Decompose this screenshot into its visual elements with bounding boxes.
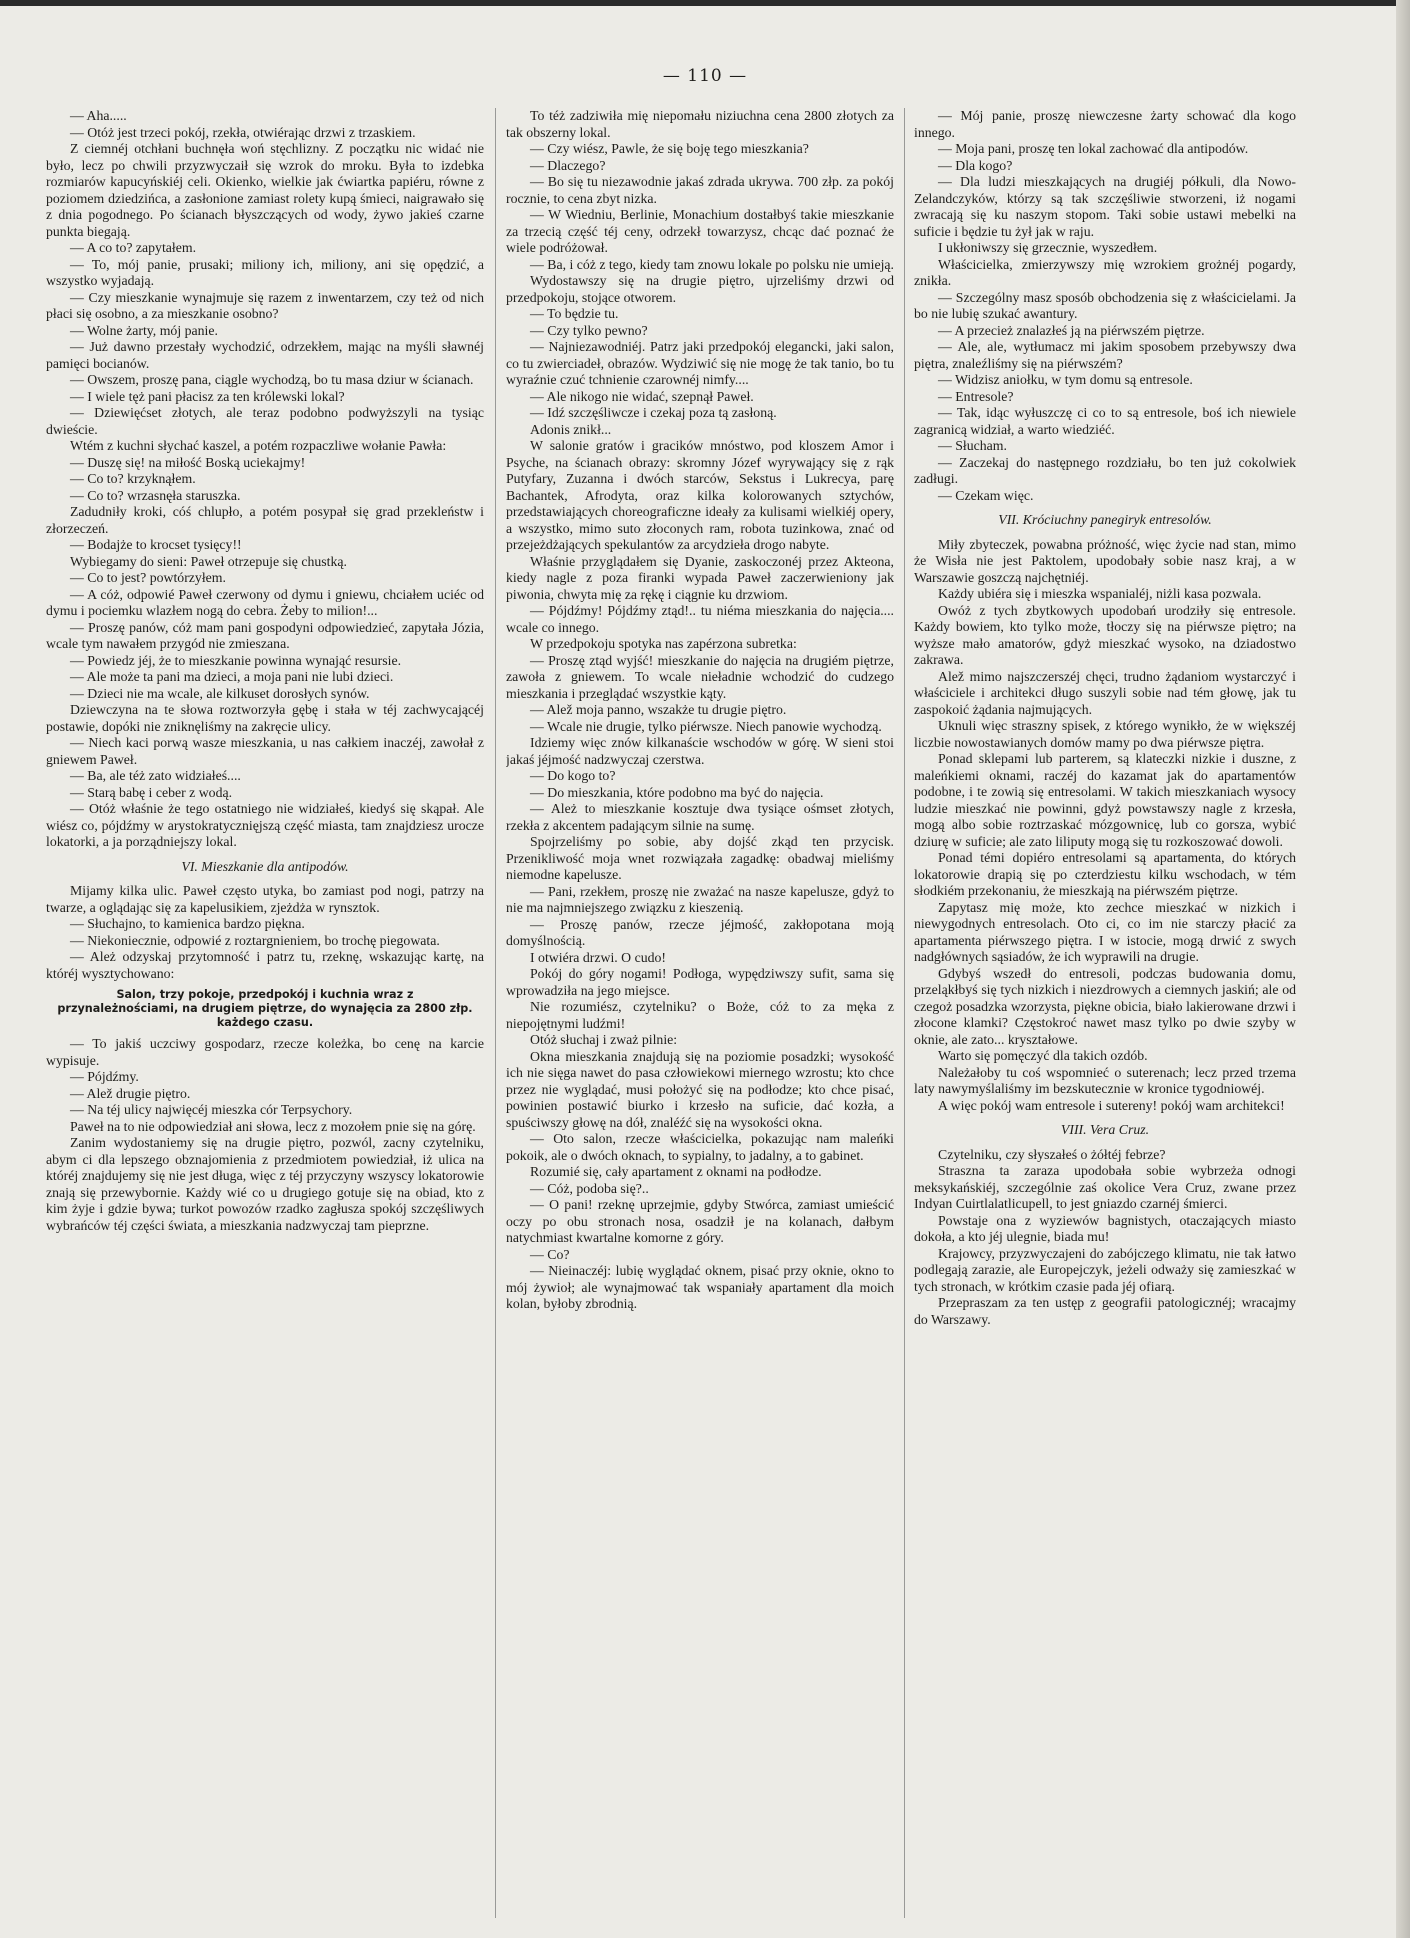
paragraph: — Szczególny masz sposób obchodzenia się z właścicielami. Ja bo nie lubię szukać awantury. (914, 289, 1296, 321)
paragraph: Wybiegamy do sieni: Paweł otrzepuje się chustką. (70, 553, 347, 569)
paragraph: Alež mimo najszczerszéj chęci, trudno żądaniom wystarczyć i właściciele i architekci długo suszyli sobie nad tém głowę, jak tu zaspokoić żądania najmujących. (914, 668, 1296, 717)
paragraph: — To, mój panie, prusaki; miliony ich, miliony, ani się opędzić, a wszystko wyjadają. (46, 256, 484, 288)
paragraph: — Wcale nie drugie, tylko piérwsze. Niech panowie wychodzą. (530, 718, 882, 734)
paragraph: Gdybyś wszedł do entresoli, podczas budowania domu, przeląkłbyś się tych nizkich i niezdrowych a ciemnych jaskiń; ale od czegoż posadzka wzorzysta, piękne obicia, biało lakierowane drzwi i złocone klamki? Częstokroć nawet masz tylko po dwie szyby w oknie, ale zato... kryształowe. (914, 965, 1296, 1047)
paragraph: Zadudniły kroki, cóś chlupło, a potém posypał się grad przekleństw i złorzeczeń. (46, 504, 484, 536)
column-divider (904, 108, 905, 1918)
paragraph: — Wolne żarty, mój panie. (70, 322, 218, 338)
paragraph: — Czy tylko pewno? (530, 322, 648, 338)
paragraph: Owóż z tych zbytkowych upodobań urodziły się entresole. Każdy bowiem, kto tylko może, tłoczy się na piérwsze piętro; na wyższe mało amatorów, gdyż mieszkać wysoko, na dziadostwo zakrawa. (914, 602, 1296, 667)
paragraph: — Moja pani, proszę ten lokal zachować dla antipodów. (938, 141, 1249, 156)
text-column-3 (914, 108, 1296, 1928)
paragraph: W przedpokoju spotyka nas zapérzona subretka: (530, 636, 797, 651)
paragraph: — Duszę się! na miłość Boską uciekajmy! (70, 454, 306, 470)
paragraph: — Otóż właśnie że tego ostatniego nie widziałeś, kiedyś się skąpał. Ale wiész co, pójdźmy w arystokratycznięjszą część miasta, tam znajdziesz urocze lokatorki, a ja porządniejszy lokal. (46, 801, 484, 849)
paragraph: — Aha..... (70, 108, 127, 123)
paragraph: Mijamy kilka ulic. Paweł często utyka, bo zamiast pod nogi, patrzy na twarze, a oglądając się za kapelusikiem, zjeżdża w rynsztok. (46, 883, 484, 915)
paragraph: Miły zbyteczek, powabna próżność, więc życie nad stan, mimo że Wisła nie jest Paktolem, upodobały sobie nasz kraj, a w Warszawie goszczą najchętniéj. (914, 536, 1296, 585)
paragraph: — Czy wiész, Pawle, że się boję tego mieszkania? (530, 141, 809, 156)
paragraph: — Ale może ta pani ma dzieci, a moja pani nie lubi dzieci. (70, 669, 394, 684)
paragraph: — Otóż jest trzeci pokój, rzekła, otwiérając drzwi z trzaskiem. (70, 124, 416, 140)
paragraph: — Pójdźmy! Pójdźmy ztąd!.. tu niéma mieszkania do najęcia.... wcale co innego. (506, 603, 894, 635)
paragraph: — Do mieszkania, które podobno ma być do najęcia. (530, 784, 824, 800)
paragraph: Każdy ubiéra się i mieszka wspanialéj, niżli kasa pozwala. (938, 586, 1262, 601)
page-number: — 110 — (662, 66, 748, 86)
paragraph: — Co to? wrzasnęła staruszka. (70, 487, 241, 503)
paragraph: Należałoby tu coś wspomnieć o suterenach; lecz przed trzema laty nawymyślaliśmy im bezskutecznie w kronice tygodniowéj. (914, 1064, 1296, 1096)
paragraph: — Najniezawodniéj. Patrz jaki przedpokój elegancki, jaki salon, co tu zwierciadeł, obrazów. Wydziwić się nie mogę że tak tanio, bo tu wyraźnie czuć tchnienie czarownéj nimfy.... (506, 339, 894, 387)
text-column-2 (506, 108, 894, 1928)
paragraph: Idziemy więc znów kilkanaście wschodów w górę. W sieni stoi jakaś jéjmość nadzwyczaj czerstwa. (506, 735, 894, 767)
paragraph: — Dziewięćset złotych, ale teraz podobno podwyższyli na tysiąc dwieście. (46, 405, 484, 437)
paragraph: Rozumié się, cały apartament z oknami na podłodze. (530, 1164, 822, 1179)
column-divider (495, 108, 496, 1918)
paragraph: — Ale, ale, wytłumacz mi jakim sposobem przebywszy dwa piętra, znaleźliśmy się na piérwszém? (914, 339, 1296, 371)
paragraph: — Pani, rzekłem, proszę nie zważać na nasze kapelusze, gdyż to nie ma najmniejszego związku z kieszenią. (506, 883, 894, 915)
paragraph: Powstaje ona z wyziewów bagnistych, otaczających miasto dokoła, a kto jéj ulegnie, biada mu! (914, 1212, 1296, 1244)
paragraph: Zanim wydostaniemy się na drugie piętro, pozwól, zacny czytelniku, abym ci dla lepszego obznajomienia z przedmiotem powiedział, iż ulica na któréj znajdujemy się nie jest długa, więc z téj przyczyny wszyscy lokatorowie znają się przewybornie. Każdy wié co u drugiego gotuje się na obiad, kto z kim żyje i gdzie bywa; turkot powozów rzadko zagłusza spokój szczęśliwych wybrańców téj części świata, a mieszkania nadzwyczaj tam pieprzne. (46, 1135, 484, 1233)
paragraph: Straszna ta zaraza upodobała sobie wybrzeża odnogi meksykańskiéj, szczególnie zaś okolice Vera Cruz, zwane przez Indyan Cuirtlalatlicupell, to jest gniazdo czarnéj śmierci. (914, 1163, 1296, 1211)
paragraph: Otóż słuchaj i zważ pilnie: (530, 1032, 678, 1047)
paragraph: — W Wiedniu, Berlinie, Monachium dostałbyś takie mieszkanie za trzecią część téj ceny, odrzekł towarzysz, chcąc dać poznać że wiele podróżował. (506, 207, 894, 255)
paragraph: Z ciemnéj otchłani buchnęła woń stęchlizny. Z początku nic widać nie było, lecz po chwili przyzwyczaił się wzrok do mroku. Była to izdebka rozmiarów kapucyńskiéj celi. Okienko, wielkie jak ćwiartka papiéru, równe z poziomem dziedzińca, a zasłonione zamiast rolety kupą śmieci, naigrawało się z dnia pogodnego. Po ścianach błyszczących od wody, żywo jakieś czarne punkta biegają. (46, 141, 484, 239)
paragraph: — To jakiś uczciwy gospodarz, rzecze koleżka, bo cenę na karcie wypisuje. (46, 1036, 484, 1068)
paragraph: Uknuli więc straszny spisek, z którego wynikło, że w większéj liczbie nowostawianych domów mamy po dwa piérwsze piętra. (914, 718, 1296, 750)
paragraph: — Co? (530, 1246, 570, 1262)
paragraph: Adonis znikł... (530, 421, 612, 437)
paragraph: Nie rozumiész, czytelniku? o Boże, cóż to za męka z niepojętnymi ludźmi! (506, 999, 894, 1031)
paragraph: Krajowcy, przyzwyczajeni do zabójczego klimatu, nie tak łatwo podlegają zarazie, ale Europejczyk, jeżeli odważy się zamieszkać w tych stronach, w krótkim czasie pada jéj ofiarą. (914, 1245, 1296, 1294)
paragraph: — Słuchajno, to kamienica bardzo piękna. (70, 916, 305, 931)
scan-top-edge (0, 0, 1410, 6)
paragraph: Właśnie przyglądałem się Dyanie, zaskoczonéj przez Akteona, kiedy nagle z poza firanki wypada Paweł zaczerwieniony jak piwonia, chwyta mię za rękę i ciągnie ku drzwiom. (506, 553, 894, 602)
paragraph: — Pójdźmy. (70, 1069, 139, 1084)
paragraph: Ponad sklepami lub parterem, są klateczki nizkie i duszne, z maleńkiemi oknami, raczéj do kazamat jak do apartamentów podobne, i te zowią się entresolami. W takich mieszkaniach wysocy ludzie mieszkać nie powinni, gdyż powstawszy nagle z krzesła, mogą albo sobie roztrzaskać mózgownicę, lub co gorsza, wybić dziurę w suficie; ale zato liliputy mogą się tu rozkoszować dowoli. (914, 751, 1296, 849)
paragraph: — Idź szczęśliwcze i czekaj poza tą zasłoną. (530, 405, 777, 420)
paragraph: — Bo się tu niezawodnie jakaś zdrada ukrywa. 700 złp. za pokój rocznie, to cena zbyt nizka. (506, 174, 894, 206)
paragraph: — Powiedz jéj, że to mieszkanie powinna wynająć resursie. (70, 652, 402, 668)
paragraph: — Co to jest? powtórzyłem. (70, 570, 226, 585)
paragraph: — A cóż, odpowié Paweł czerwony od dymu i gniewu, chciałem uciéc od dymu i pociemku wlazłem nogą do cebra. Żeby to milion!... (46, 586, 484, 618)
paragraph: — Na téj ulicy najwięcéj mieszka cór Terpsychory. (70, 1102, 353, 1117)
section-heading: VII. Króciuchny panegiryk entresolów. (998, 512, 1212, 527)
paragraph: — Widzisz aniołku, w tym domu są entresole. (938, 372, 1193, 387)
paragraph: Wtém z kuchni słychać kaszel, a potém rozpaczliwe wołanie Pawła: (70, 438, 447, 453)
paragraph: To téż zadziwiła mię niepomału niziuchna cena 2800 złotych za tak obszerny lokal. (506, 108, 894, 140)
paragraph: Przepraszam za ten ustęp z geografii patologicznéj; wracajmy do Warszawy. (914, 1295, 1296, 1327)
paragraph: Wydostawszy się na drugie piętro, ujrzeliśmy drzwi od przedpokoju, stojące otworem. (506, 273, 894, 305)
paragraph: Zapytasz mię może, kto zechce mieszkać w nizkich i niewygodnych entresolach. Oto ci, co im nie starczy płacić za apartamenta piérwszego piętra. I w istocie, mogą drwić z swych nadgłównych sąsiadów, że ich wyprawili na drugie. (914, 899, 1296, 964)
paragraph: — Nieinaczéj: lubię wyglądać oknem, pisać przy oknie, okno to mój żywioł; ale wynajmować tak wspaniały apartament dla moich kolan, byłoby zbrodnią. (506, 1263, 894, 1311)
paragraph: — Entresole? (938, 388, 1014, 404)
paragraph: — Już dawno przestały wychodzić, odrzekłem, mając na myśli sławnéj pamięci bocianów. (46, 339, 484, 371)
paragraph: — Proszę panów, rzecze jéjmość, zakłopotana moją domyślnością. (506, 916, 894, 948)
paragraph: Ponad témi dopiéro entresolami są apartamenta, do których lokatorowie drapią się po czterdziestu kilku wschodach, w tém słodkiém przekonaniu, że mieszkają na piérwszém piętrze. (914, 850, 1296, 898)
paragraph: — Do kogo to? (530, 768, 616, 783)
paragraph: — Zaczekaj do następnego rozdziału, bo ten już cokolwiek zadługi. (914, 454, 1296, 486)
paragraph: — Słucham. (938, 438, 1007, 453)
paragraph: — Tak, idąc wyłuszczę ci co to są entresole, boś ich niewiele zagranicą widział, a warto wiedziéć. (914, 405, 1296, 437)
paragraph: — Dla ludzi mieszkających na drugiéj półkuli, dla Nowo-Zelandczyków, którzy są tak szczęśliwie stworzeni, iż nogami zwracają się ku naszym stopom. Taki sobie ustawi mebelki na suficie i będzie tu żył jak w raju. (914, 174, 1296, 239)
paragraph: — I wiele tęż pani płacisz za ten królewski lokal? (70, 388, 345, 404)
paragraph: — Dlaczego? (530, 157, 606, 173)
paragraph: — Alež drugie piętro. (70, 1085, 191, 1101)
paragraph: — Alež moja panno, wszakże tu drugie piętro. (530, 702, 787, 717)
paragraph: — Czy mieszkanie wynajmuje się razem z inwentarzem, czy też od nich płaci się osobno, a za mieszkanie osobno? (46, 289, 484, 321)
paragraph: — O pani! rzeknę uprzejmie, gdyby Stwórca, zamiast umieścić oczy po obu stronach nosa, osadził je na kolanach, dałbym natychmiast kwartalne komorne z góry. (506, 1197, 894, 1245)
section-heading: VI. Mieszkanie dla antipodów. (181, 858, 349, 874)
rental-notice: Salon, trzy pokoje, przedpokój i kuchnia wraz z przynależnościami, na drugiem piętrze, do wynajęcia za 2800 złp. każdego czasu. (57, 988, 473, 1029)
paragraph: — Ależ odzyskaj przytomność i patrz tu, rzeknę, wskazując kartę, na któréj wysztychowano: (46, 949, 484, 981)
paragraph: — To będzie tu. (530, 306, 619, 321)
paragraph: — Oto salon, rzecze właścicielka, pokazując nam maleńki pokoik, ale o dwóch oknach, to sypialny, to jadalny, a to gabinet. (506, 1131, 894, 1163)
paragraph: W salonie gratów i gracików mnóstwo, pod kloszem Amor i Psyche, na ścianach obrazy: skromny Józef wyrywający się z rąk Putyfary, Zuzanna i dwóch starców, Sekstus i Lukrecya, parę Bachantek, Afrodyta, oraz kilka kolorowanych sztychów, przedstawiających choreograficzne ideały za kulisami wielkiéj opery, a wszystko, mimo suto złoconych ram, robota tuzinkowa, znać od przejeżdżających spekulantów za arcydzieła drogo nabyte. (506, 438, 894, 552)
paragraph: Okna mieszkania znajdują się na poziomie posadzki; wysokość ich nie sięga nawet do pasa człowiekowi miernego wzrostu; kto chce przez nie wyglądać, musi położyć się na podłodze; kto chce pisać, powinien postawić biurko i krzesło na suficie, dać kozła, a spuściwszy głowę na dół, znaléźć się na wysokości okna. (506, 1048, 894, 1130)
paragraph: Pokój do góry nogami! Podłoga, wypędziwszy sufit, sama się wprowadziła na jego miejsce. (506, 966, 894, 998)
scan-page-edge (1396, 0, 1410, 1938)
paragraph: — Ba, i cóż z tego, kiedy tam znowu lokale po polsku nie umieją. (530, 256, 894, 272)
paragraph: — Dzieci nie ma wcale, ale kilkuset dorosłych synów. (70, 685, 370, 701)
paragraph: Czytelniku, czy słyszałeś o żółtéj febrze? (938, 1146, 1166, 1162)
paragraph: — Ale nikogo nie widać, szepnął Paweł. (530, 388, 754, 404)
paragraph: I ukłoniwszy się grzecznie, wyszedłem. (938, 240, 1158, 255)
paragraph: — Ba, ale téż zato widziałeś.... (70, 768, 241, 783)
paragraph: — Cóż, podoba się?.. (530, 1180, 649, 1196)
paragraph: — Owszem, proszę pana, ciągle wychodzą, bo tu masa dziur w ścianach. (70, 372, 474, 387)
paragraph: — A przecież znalazłeś ją na piérwszém piętrze. (938, 322, 1205, 338)
paragraph: — Niech kaci porwą wasze mieszkania, u nas całkiem inaczéj, zawołał z gniewem Paweł. (46, 735, 484, 767)
paragraph: — Mój panie, proszę niewczesne żarty schować dla kogo innego. (914, 108, 1296, 140)
paragraph: Spojrzeliśmy po sobie, aby dojść zkąd ten przycisk. Przenikliwość moja wnet rozwiązała zagadkę: obadwaj mieliśmy niemodne kapelusze. (506, 834, 894, 882)
paragraph: — Czekam więc. (938, 487, 1034, 503)
paragraph: Właścicielka, zmierzywszy mię wzrokiem grożnéj pogardy, znikła. (914, 256, 1296, 288)
paragraph: Dziewczyna na te słowa roztworzyła gębę i stała w téj zachwycającéj postawie, dopóki nie zniknęliśmy na zakręcie ulicy. (46, 702, 484, 734)
paragraph: A więc pokój wam entresole i sutereny! pokój wam architekci! (938, 1097, 1285, 1113)
text-column-1 (46, 108, 484, 1928)
paragraph: — Niekoniecznie, odpowié z roztargnieniem, bo trochę piegowata. (70, 932, 440, 948)
paragraph: Warto się pomęczyć dla takich ozdób. (938, 1048, 1148, 1063)
paragraph: — Proszę panów, cóż mam pani gospodyni odpowiedzieć, zapytała Józia, wcale tym nawałem przygód nie zmieszana. (46, 619, 484, 651)
paragraph: — Proszę ztąd wyjść! mieszkanie do najęcia na drugiém piętrze, zawoła z gniewem. To wcale nieładnie wchodzić do cudzego mieszkania i przeglądać wszystkie kąty. (506, 652, 894, 701)
paragraph: — Ależ to mieszkanie kosztuje dwa tysiące ośmset złotych, rzekła z akcentem padającym silnie na sumę. (506, 801, 894, 833)
paragraph: — Bodajże to krocset tysięcy!! (70, 537, 242, 552)
paragraph: I otwiéra drzwi. O cudo! (530, 949, 667, 965)
paragraph: — Starą babę i ceber z wodą. (70, 784, 233, 800)
paragraph: — Co to? krzyknąłem. (70, 471, 196, 486)
paragraph: — A co to? zapytałem. (70, 240, 197, 255)
paragraph: — Dla kogo? (938, 157, 1013, 173)
paragraph: Paweł na to nie odpowiedział ani słowa, lecz z mozołem pnie się na górę. (70, 1118, 476, 1134)
section-heading: VIII. Vera Cruz. (1060, 1122, 1150, 1137)
